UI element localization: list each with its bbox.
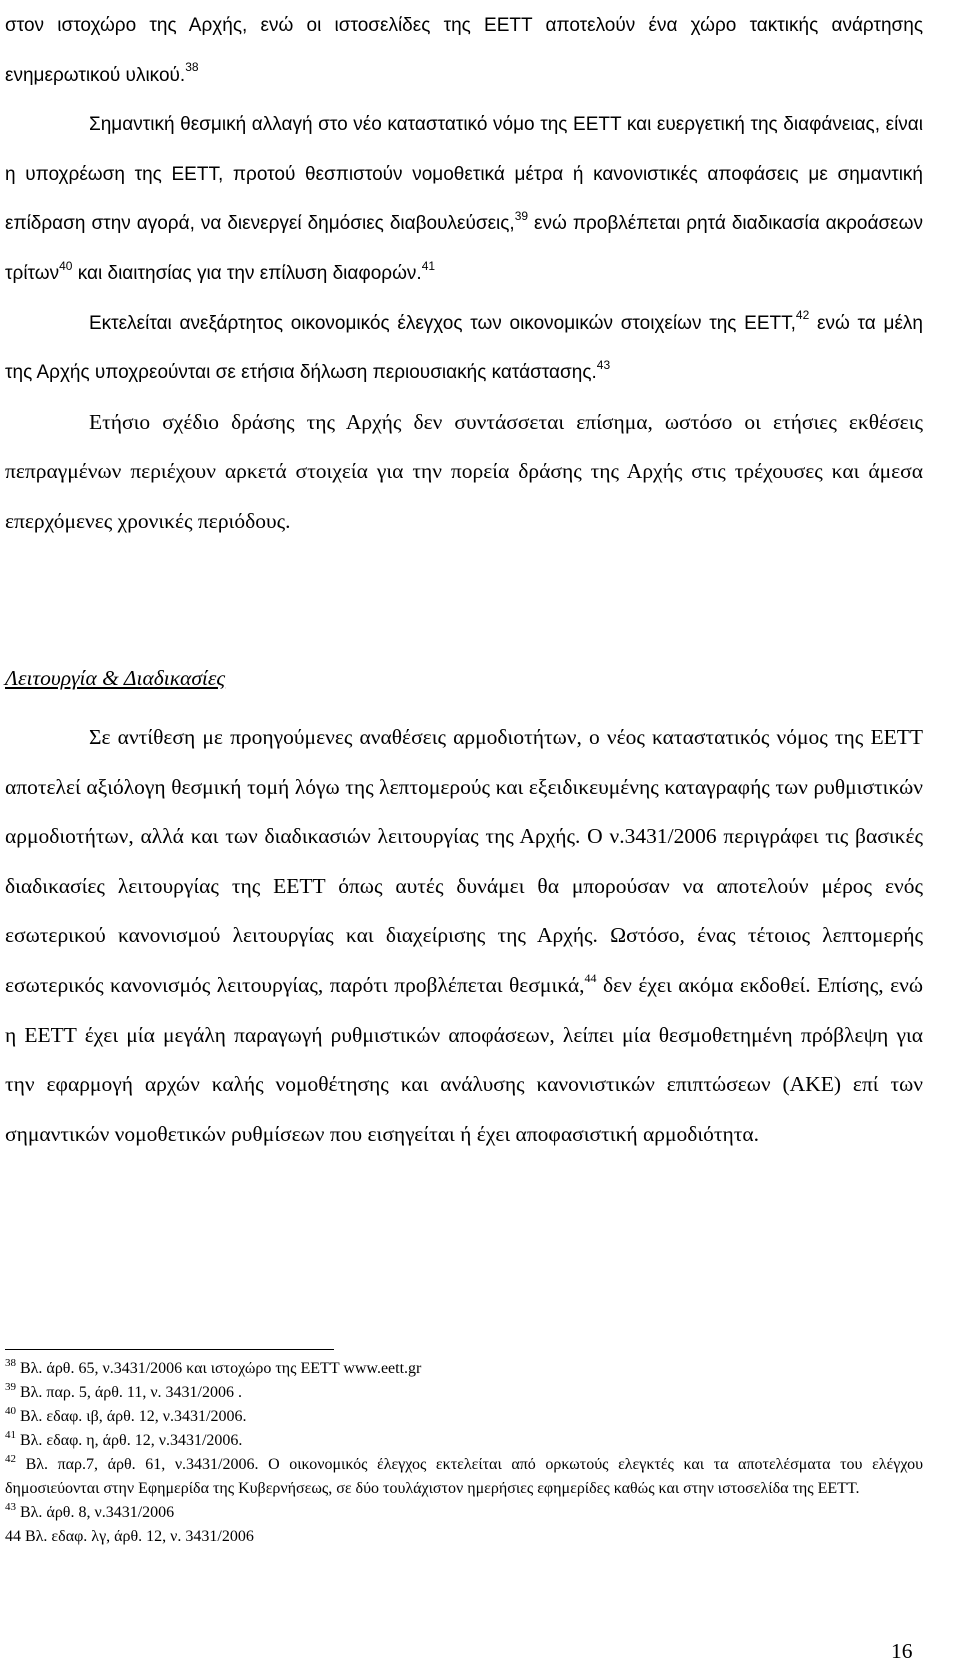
footnote-ref: 43 <box>596 357 611 372</box>
paragraph-operations <box>5 713 923 1159</box>
footnote-number: 38 <box>5 1356 16 1369</box>
footnote-text: Βλ. άρθ. 65, ν.3431/2006 και ιστοχώρο της ΕΕΤΤ www.eett.gr <box>16 1360 422 1377</box>
footnote-ref: 39 <box>514 209 529 224</box>
footnote-text: Βλ. άρθ. 8, ν.3431/2006 <box>16 1504 175 1521</box>
footnote-separator <box>5 1349 334 1350</box>
footnote-ref: 41 <box>421 258 436 273</box>
paragraph-text: Εκτελείται ανεξάρτητος οικονομικός έλεγχος των οικονομικών στοιχείων της ΕΕΤΤ, <box>89 312 796 334</box>
footnote-ref: 44 <box>584 970 597 985</box>
footnote-number: 40 <box>5 1404 16 1417</box>
paragraph-text: Σε αντίθεση με προηγούμενες αναθέσεις αρμοδιοτήτων, ο νέος καταστατικός νόμος της ΕΕΤΤ αποτελεί αξιόλογη θεσμική τομή λόγω της λεπτομερούς και εξειδικευμένης καταγραφής των ρυθμιστικών αρμοδιοτήτων, αλλά και των διαδικασιών λειτουργίας της Αρχής. Ο ν.3431/2006 περιγράφει τις βασικές διαδικασίες λειτουργίας της ΕΕΤΤ όπως αυτές δυνάμει θα μπορούσαν να αποτελούν μέρος ενός εσωτερικού κανονισμού λειτουργίας και διαχείρισης της Αρχής. Ωστόσο, ένας τέτοιος λεπτομερής εσωτερικός κανονισμός λειτουργίας, παρότι προβλέπεται θεσμικά, <box>5 725 923 997</box>
paragraph-text: ενώ τα μέλη της Αρχής υποχρεούνται σε ετήσια δήλωση περιουσιακής κατάστασης. <box>5 312 923 384</box>
footnote-text: Βλ. εδαφ. ιβ, άρθ. 12, ν.3431/2006. <box>16 1408 247 1425</box>
footnote-number: 42 <box>5 1452 16 1465</box>
footnote-40 <box>5 1405 923 1429</box>
paragraph-text: και διαιτησίας για την επίλυση διαφορών. <box>72 262 422 284</box>
footnote-text: Βλ. παρ.7, άρθ. 61, ν.3431/2006. Ο οικονομικός έλεγχος εκτελείται από ορκωτούς ελεγκτές και τα αποτελέσματα του ελέγχου δημοσιεύονται στην Εφημερίδα της Κυβερνήσεως, σε δύο τουλάχιστον ημερήσιες εφημερίδες καθώς και στην ιστοσελίδα της ΕΕΤΤ. <box>5 1456 923 1497</box>
body-text-part2 <box>5 713 923 1159</box>
paragraph-text: ενώ προβλέπεται ρητά διαδικασία ακροάσεων τρίτων <box>5 213 923 284</box>
paragraph-text: στον ιστοχώρο της Αρχής, ενώ οι ιστοσελίδες της ΕΕΤΤ αποτελούν ένα χώρο τακτικής ανάρτησης ενημερωτικού υλικού. <box>5 15 923 86</box>
paragraph-text: δεν έχει ακόμα εκδοθεί. Επίσης, ενώ η ΕΕΤΤ έχει μία μεγάλη παραγωγή ρυθμιστικών αποφάσεων, λείπει μία θεσμοθετημένη πρόβλεψη για την εφαρμογή αρχών καλής νομοθέτησης και ανάλυσης κανονιστικών επιπτώσεων (ΑΚΕ) επί των σημαντικών νομοθετικών ρυθμίσεων που εισηγείται ή έχει αποφασιστική αρμοδιότητα. <box>5 972 923 1146</box>
page-number: 16 <box>891 1639 913 1663</box>
paragraph-consultations <box>5 100 923 298</box>
section-title: Λειτουργία & Διαδικασίες <box>5 666 226 690</box>
footnote-number: 41 <box>5 1428 16 1441</box>
paragraph-action-plan: Ετήσιο σχέδιο δράσης της Αρχής δεν συντάσσεται επίσημα, ωστόσο οι ετήσιες εκθέσεις πεπραγμένων περιέχουν αρκετά στοιχεία για την πορεία δράσης της Αρχής στις τρέχουσες και άμεσα επερχόμενες χρονικές περιόδους. <box>5 409 923 533</box>
footnote-43 <box>5 1501 923 1525</box>
footnote-44: 44 Βλ. εδαφ. λγ, άρθ. 12, ν. 3431/2006 <box>5 1528 254 1545</box>
footnote-text: Βλ. εδαφ. η, άρθ. 12, ν.3431/2006. <box>16 1432 243 1449</box>
footnote-39 <box>5 1381 923 1405</box>
footnote-38 <box>5 1357 923 1381</box>
body-text-part1 <box>5 1 923 547</box>
footnote-number: 39 <box>5 1380 16 1393</box>
paragraph-text: Σημαντική θεσμική αλλαγή στο νέο καταστατικό νόμο της ΕΕΤΤ και ευεργετική της διαφάνειας, είναι η υποχρέωση της ΕΕΤΤ, προτού θεσπιστούν νομοθετικά μέτρα ή κανονιστικές αποφάσεις με σημαντική επίδραση στην αγορά, να διενεργεί δημόσιες διαβουλεύσεις, <box>5 114 923 235</box>
footnote-ref: 40 <box>59 258 73 273</box>
footnote-ref: 38 <box>185 60 199 75</box>
footnote-text: Βλ. παρ. 5, άρθ. 11, ν. 3431/2006 . <box>16 1384 242 1401</box>
paragraph-continuation <box>5 1 923 100</box>
footnote-ref: 42 <box>795 308 810 323</box>
footnote-41 <box>5 1429 923 1453</box>
paragraph-audit <box>5 299 923 398</box>
footnotes <box>5 1357 923 1549</box>
footnote-42 <box>5 1453 923 1501</box>
footnote-number: 43 <box>5 1500 16 1513</box>
